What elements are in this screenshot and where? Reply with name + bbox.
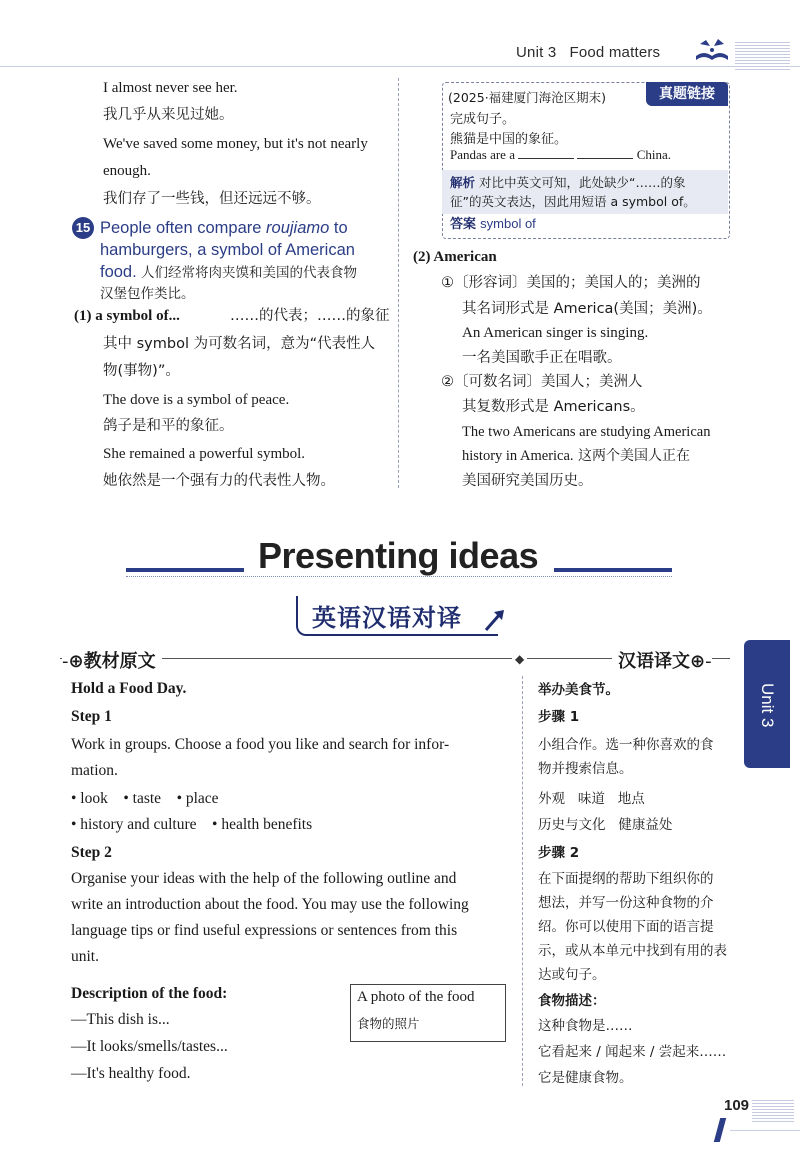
sub1-ex1-en: The dove is a symbol of peace. bbox=[103, 392, 290, 408]
title-rule-left bbox=[126, 568, 244, 572]
item15-line3: food. 人们经常将肉夹馍和美国的代表食物 bbox=[100, 263, 357, 281]
noun-label: ②〔可数名词〕美国人；美洲人 bbox=[441, 374, 643, 390]
unit-side-tab-label: Unit 3 bbox=[758, 682, 777, 728]
download-icon: ⊕ bbox=[68, 651, 84, 672]
original-step2-text1: Organise your ideas with the help of the following outline and bbox=[71, 870, 457, 887]
noun-example-en2: history in America. 这两个美国人正在 bbox=[462, 448, 690, 464]
original-desc1: —This dish is... bbox=[71, 1011, 170, 1028]
translation-title: 举办美食节。 bbox=[538, 682, 619, 698]
translation-step2: 步骤 2 bbox=[538, 845, 580, 861]
section-title: Presenting ideas bbox=[258, 535, 539, 576]
column-divider bbox=[398, 78, 399, 488]
original-desc3: —It's healthy food. bbox=[71, 1065, 191, 1082]
original-desc2: —It looks/smells/tastes... bbox=[71, 1038, 228, 1055]
section-subtitle: 英语汉语对译 bbox=[312, 604, 462, 632]
footer-rule bbox=[730, 1130, 800, 1131]
translation-desc2: 它看起来 / 闻起来 / 尝起来…… bbox=[538, 1044, 727, 1060]
original-step1: Step 1 bbox=[71, 708, 112, 725]
translation-desc-label: 食物描述： bbox=[538, 993, 606, 1009]
example-cn-1: 我几乎从来见过她。 bbox=[103, 107, 234, 123]
sub1-text2: 物(事物)”。 bbox=[103, 363, 180, 379]
translation-step1: 步骤 1 bbox=[538, 709, 580, 725]
footer-stripes bbox=[752, 1100, 794, 1122]
example-en-2a: We've saved some money, but it's not nearly bbox=[103, 136, 368, 152]
exam-source: (2025·福建厦门海沧区期末) bbox=[448, 90, 607, 105]
page-number: 109 bbox=[724, 1097, 750, 1114]
exam-answer: 答案 symbol of bbox=[450, 216, 536, 232]
item15-line4: 汉堡包作类比。 bbox=[100, 286, 195, 302]
title-rule-right bbox=[554, 568, 672, 572]
item15-line2: hamburgers, a symbol of American bbox=[100, 241, 355, 259]
translation-step1-text2: 物并搜索信息。 bbox=[538, 761, 633, 777]
original-step2-text4: unit. bbox=[71, 948, 99, 965]
sub1-ex2-en: She remained a powerful symbol. bbox=[103, 446, 306, 462]
translation-divider bbox=[522, 676, 523, 1086]
translation-step2-text1: 在下面提纲的帮助下组织你的 bbox=[538, 871, 714, 887]
sub1-ex2-cn: 她依然是一个强有力的代表性人物。 bbox=[103, 473, 335, 489]
example-en-1: I almost never see her. bbox=[103, 80, 238, 96]
translation-step2-text5: 达或句子。 bbox=[538, 967, 606, 983]
noun-example-cn2: 美国研究美国历史。 bbox=[462, 473, 593, 489]
original-step2-text2: write an introduction about the food. You may use the following bbox=[71, 896, 469, 913]
footer-slash bbox=[714, 1118, 726, 1142]
example-cn-2: 我们存了一些钱，但还远远不够。 bbox=[103, 191, 321, 207]
sub1-meaning: ……的代表；……的象征 bbox=[230, 308, 390, 324]
original-desc-label: Description of the food: bbox=[71, 985, 228, 1002]
exam-analysis-1: 解析 对比中英文可知，此处缺少“……的象 bbox=[450, 175, 686, 190]
photo-label-en: A photo of the food bbox=[357, 989, 475, 1005]
original-step2: Step 2 bbox=[71, 844, 112, 861]
example-en-2b: enough. bbox=[103, 163, 151, 179]
noun-text: 其复数形式是 Americans。 bbox=[462, 399, 645, 415]
original-step2-text3: language tips or find useful expressions or sentences from this bbox=[71, 922, 458, 939]
original-step1-text2: mation. bbox=[71, 762, 118, 779]
original-section-label: -⊕教材原文 bbox=[62, 647, 162, 673]
sub1-label: (1) a symbol of... bbox=[74, 308, 180, 324]
translation-desc3: 它是健康食物。 bbox=[538, 1070, 633, 1086]
item-number-badge: 15 bbox=[72, 217, 94, 239]
sub1-text1: 其中 symbol 为可数名词，意为“代表性人 bbox=[103, 336, 376, 352]
translation-step2-text2: 想法，并写一份这种食物的介 bbox=[538, 895, 714, 911]
book-icon bbox=[692, 36, 732, 64]
noun-example-en1: The two Americans are studying American bbox=[462, 424, 711, 440]
exam-link-tag: 真题链接 bbox=[646, 82, 728, 106]
diamond-icon: ◆ bbox=[512, 652, 527, 666]
exam-task: 完成句子。 bbox=[450, 112, 516, 127]
translation-step1-text1: 小组合作。选一种你喜欢的食 bbox=[538, 737, 714, 753]
original-title: Hold a Food Day. bbox=[71, 680, 187, 697]
adj-label: ①〔形容词〕美国的；美国人的；美洲的 bbox=[441, 275, 701, 291]
translation-section-label: 汉语译文⊕- bbox=[612, 647, 712, 673]
unit-title: Unit 3 Food matters bbox=[516, 44, 661, 61]
item15-line1: People often compare roujiamo to bbox=[100, 219, 348, 237]
translation-bullets1: 外观 味道 地点 bbox=[538, 791, 645, 807]
header-rule bbox=[0, 66, 800, 67]
photo-label-cn: 食物的照片 bbox=[357, 1016, 420, 1031]
arrow-icon bbox=[482, 606, 508, 634]
adj-example-en: An American singer is singing. bbox=[462, 325, 649, 341]
header-stripes bbox=[735, 42, 790, 72]
sub2-label: (2) American bbox=[413, 249, 497, 265]
translation-step2-text4: 示，或从本单元中找到有用的表 bbox=[538, 943, 727, 959]
original-bullets2: • history and culture • health benefits bbox=[71, 816, 313, 833]
translation-desc1: 这种食物是…… bbox=[538, 1018, 633, 1034]
download-icon-right: ⊕ bbox=[690, 651, 706, 672]
adj-example-cn: 一名美国歌手正在唱歌。 bbox=[462, 350, 622, 366]
original-bullets1: • look • taste • place bbox=[71, 790, 219, 807]
translation-bullets2: 历史与文化 健康益处 bbox=[538, 817, 673, 833]
exam-analysis-2: 征”的英文表达，因此用短语 a symbol of。 bbox=[450, 194, 696, 209]
exam-en-sentence: Pandas are a China. bbox=[450, 147, 672, 162]
original-step1-text1: Work in groups. Choose a food you like and search for infor- bbox=[71, 736, 450, 753]
adj-text: 其名词形式是 America(美国；美洲)。 bbox=[462, 301, 712, 317]
translation-step2-text3: 绍。你可以使用下面的语言提 bbox=[538, 919, 714, 935]
sub1-ex1-cn: 鸽子是和平的象征。 bbox=[103, 418, 234, 434]
exam-cn-sentence: 熊猫是中国的象征。 bbox=[450, 132, 568, 147]
